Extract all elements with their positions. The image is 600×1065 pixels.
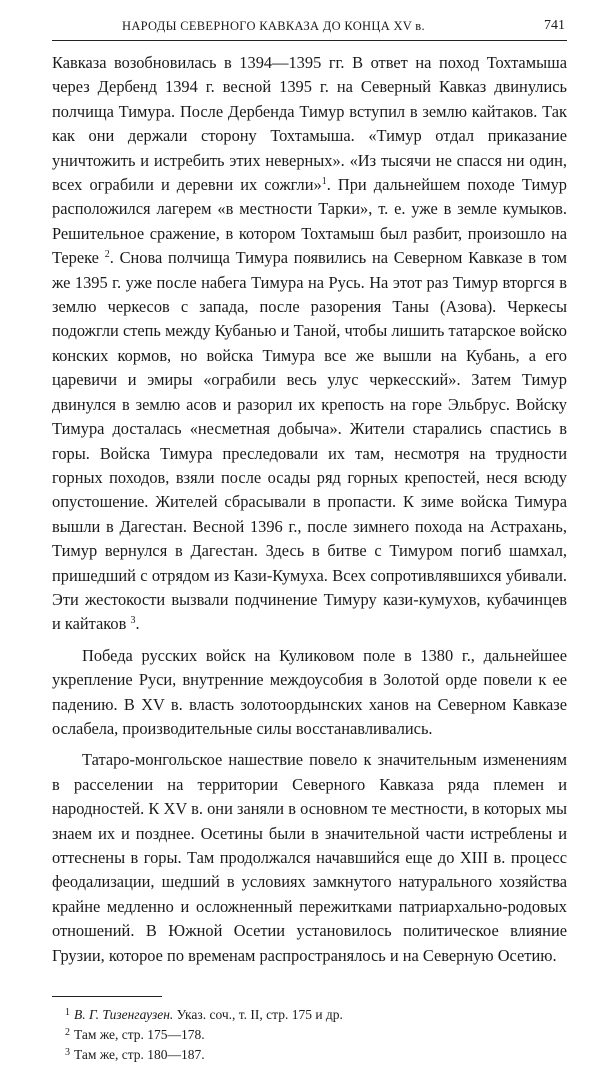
footnote-separator xyxy=(52,996,162,997)
footnote-2-text: Там же, стр. 175—178. xyxy=(74,1027,205,1043)
footnote-1: 1 В. Г. Тизенгаузен. Указ. соч., т. II, стр. 175 и др. xyxy=(65,1007,343,1023)
body-text xyxy=(52,51,567,968)
footnote-3: 3 Там же, стр. 180—187. xyxy=(65,1047,205,1063)
footnote-1-author: В. Г. Тизенгаузен. xyxy=(74,1007,174,1023)
paragraph-1-text-d: . xyxy=(135,614,140,634)
running-header xyxy=(52,14,567,41)
paragraph-2 xyxy=(52,644,567,742)
paragraph-1-text-c: . Снова полчища Тимура появились на Северном Кавказе в том же 1395 г. уже после набега Тимура на Русь. На этот раз Тимур вторгся в землю черкесов с запада, после разорения Таны (Азова). Черкесы подожгли степь между Кубанью и Таной, чтобы лишить татарское войско конских кормов, но войска Тимура все же вышли на Кубань, а его царевичи и эмиры «ограбили весь улус черкесский». Затем Тимур двинулся в землю асов и разорил их крепость на горе Эльбрус. Войску Тимура досталась «несметная добыча». Жители старались спастись в горы. Войска Тимура преследовали их там, несмотря на трудности горных походов, взяли после осады ряд горных крепостей, неся всюду опустошение. Жителей сбрасывали в пропасти. К зиме войска Тимура вышли в Дагестан. Весной 1396 г., после зимнего похода на Астрахань, Тимур вернулся в Дагестан. Здесь в битве с Тимуром погиб шамхал, пришедший с отрядом из Кази-Кумуха. Всех сопротивлявшихся убивали. Эти жестокости вызвали подчинение Тимуру кази-кумухов, кубачинцев и кайтаков xyxy=(52,248,568,634)
footnote-ref-3: 3 xyxy=(130,615,136,627)
paragraph-3 xyxy=(52,748,567,968)
paragraph-1 xyxy=(52,51,567,637)
footnote-2: 2 Там же, стр. 175—178. xyxy=(65,1027,205,1043)
paragraph-2-text: Победа русских войск на Куликовом поле в 1380 г., дальнейшее укрепление Руси, внутренние междоусобия в Золотой орде повели к ее падению. В XV в. власть золотоордынских ханов на Северном Кавказе ослабела, производительные силы восстанавливались. xyxy=(52,645,567,738)
paragraph-1-text-b: . При дальнейшем походе Тимур расположился лагерем «в местности Тарки», т. е. уже в земле кумыков. Решительное сражение, в котором Тохтамыш был разбит, произошло на Тереке xyxy=(52,175,567,268)
footnote-ref-1: 1 xyxy=(321,176,327,188)
footnote-3-text: Там же, стр. 180—187. xyxy=(74,1047,205,1063)
footnotes xyxy=(52,1005,567,1065)
paragraph-3-text: Татаро-монгольское нашествие повело к значительным изменениям в расселении на территории Северного Кавказа ряда племен и народностей. К XV в. они заняли в основном те местности, в которых мы знаем их и позднее. Осетины были в значительной части истреблены и оттеснены в горы. Там продолжался начавшийся еще до XIII в. процесс феодализации, шедший в условиях замкнутого натурального хозяйства крайне медленно и осложненный пережитками патриархально-родовых отношений. В Южной Осетии установилось политическое влияние Грузии, которое по временам распространялось и на Северную Осетию. xyxy=(52,750,567,965)
page-number: 741 xyxy=(544,18,565,33)
running-header-title: НАРОДЫ СЕВЕРНОГО КАВКАЗА ДО КОНЦА XV в. xyxy=(122,19,425,33)
paragraph-1-text-a: Кавказа возобновилась в 1394—1395 гг. В ответ на поход Тохтамыша через Дербенд 1394 г. весной 1395 г. на Северный Кавказ двинулись полчища Тимура. После Дербенда Тимур вступил в землю кайтаков. Так как они держали сторону Тохтамыша. «Тимур отдал приказание уничтожить и истребить этих неверных». «Из тысячи не спасся ни один, всех ограбили и деревни их сожгли» xyxy=(52,53,567,195)
footnote-1-text: Указ. соч., т. II, стр. 175 и др. xyxy=(173,1007,343,1023)
footnote-ref-2: 2 xyxy=(104,249,110,261)
book-page xyxy=(52,14,567,1065)
